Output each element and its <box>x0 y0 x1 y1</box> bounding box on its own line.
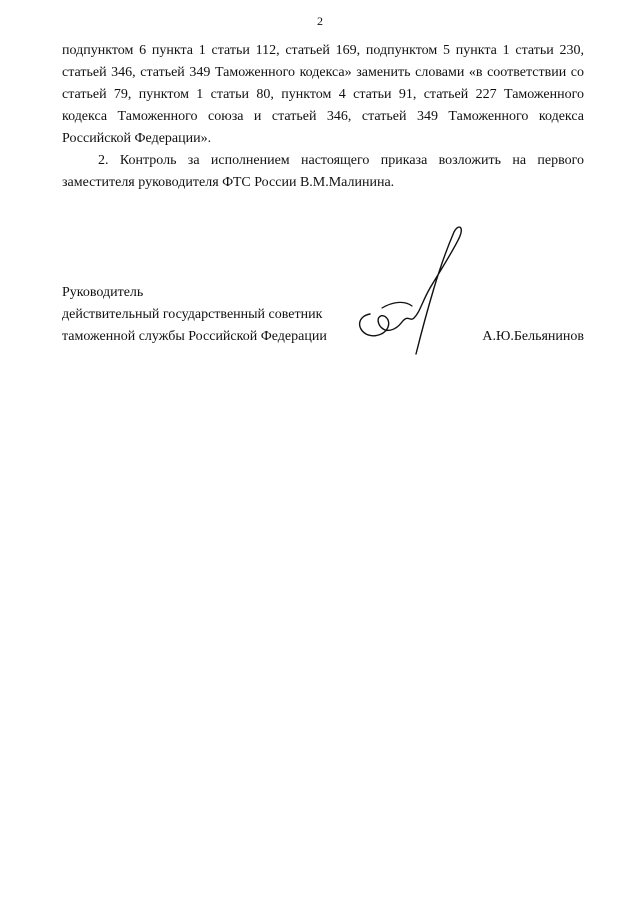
page-number: 2 <box>317 14 323 28</box>
paragraph-item-2: 2. Контроль за исполнением настоящего приказа возложить на первого заместителя руководителя ФТС России В.М.Малинина. <box>62 153 584 190</box>
signatory-title-block <box>62 282 327 348</box>
document-body <box>62 40 584 194</box>
signatory-position: Руководитель <box>62 285 144 300</box>
signatory-name: А.Ю.Бельянинов <box>482 329 584 344</box>
signatory-rank-line-1: действительный государственный советник <box>62 307 323 322</box>
signatory-rank-line-2: таможенной службы Российской Федерации <box>62 329 327 344</box>
handwritten-signature <box>352 218 472 358</box>
paragraph-continuation: подпунктом 6 пункта 1 статьи 112, статьей 169, подпунктом 5 пункта 1 статьи 230, статьей 346, статьей 349 Таможенного кодекса» заменить словами «в соответствии со статьей 79, пунктом 1 статьи 80, пунктом 4 статьи 91, статьей 227 Таможенного кодекса Таможенного союза и статьей 346, статьей 349 Таможенного кодекса Российской Федерации». <box>62 43 584 146</box>
